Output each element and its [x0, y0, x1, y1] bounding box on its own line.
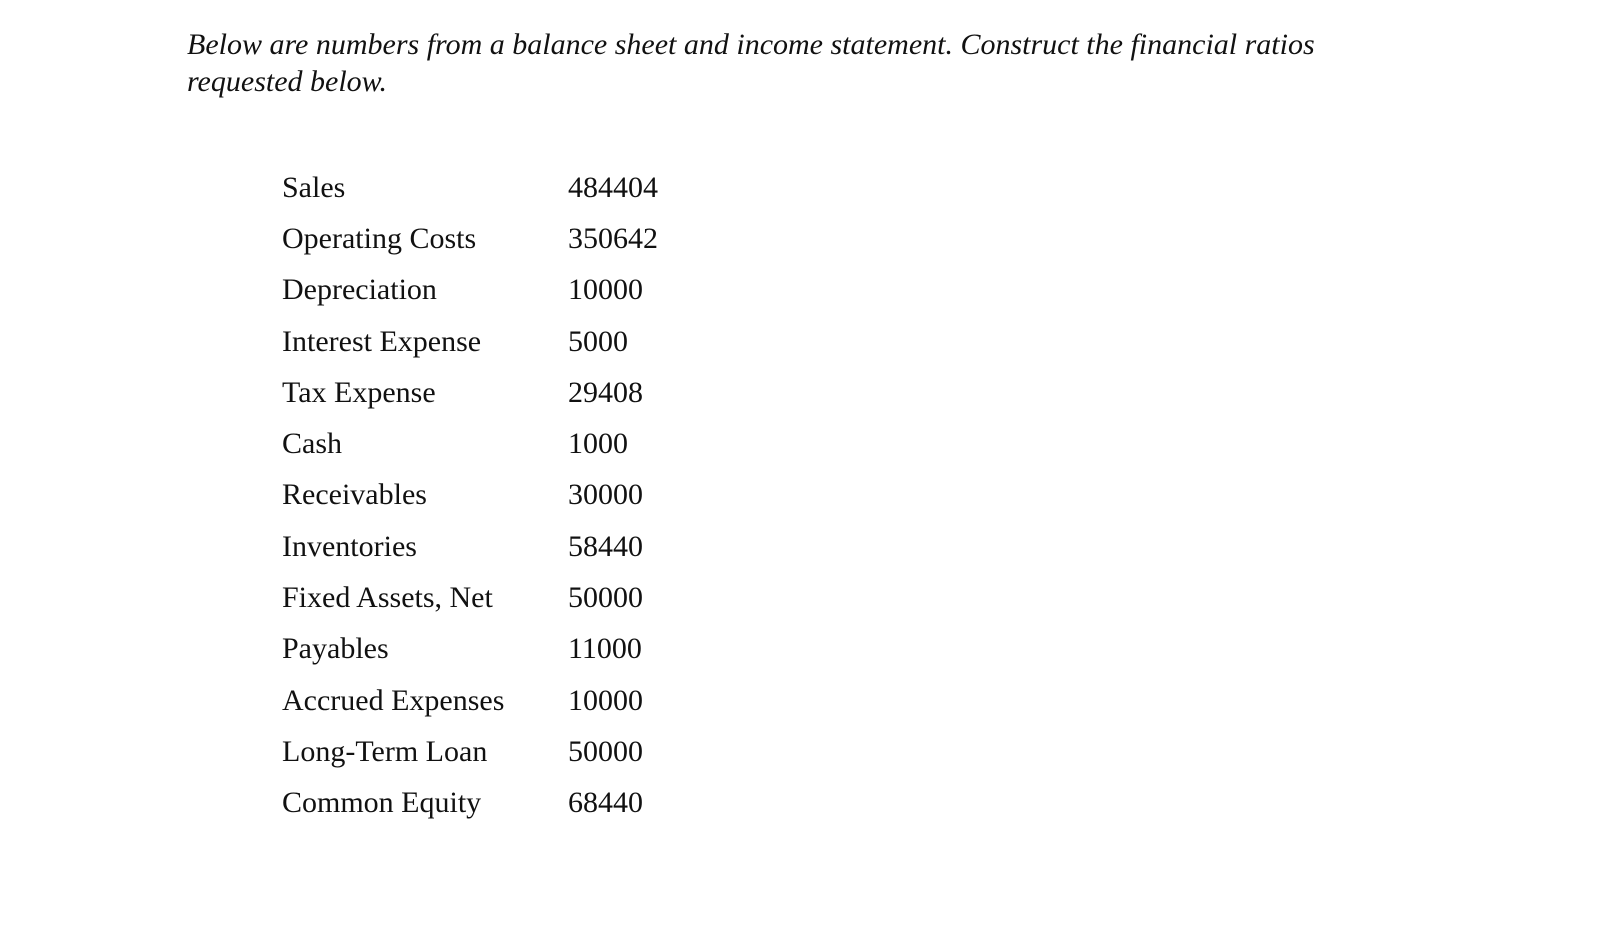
- item-value: 68440: [568, 786, 643, 820]
- item-value: 11000: [568, 632, 642, 666]
- item-value: 58440: [568, 529, 643, 563]
- item-value: 10000: [568, 683, 643, 717]
- item-label: Sales: [282, 170, 346, 204]
- item-label: Tax Expense: [282, 375, 436, 409]
- table-row: [282, 418, 708, 469]
- item-label: Cash: [282, 427, 342, 461]
- item-label: Common Equity: [282, 786, 482, 820]
- table-row: [282, 470, 708, 521]
- instructions-line-2: requested below.: [187, 65, 387, 98]
- table-row: [282, 778, 708, 829]
- table-row: [282, 572, 708, 623]
- financial-data-table: [282, 162, 708, 829]
- item-label: Receivables: [282, 478, 427, 512]
- item-label: Depreciation: [282, 273, 437, 307]
- item-label: Payables: [282, 632, 389, 666]
- table-row: [282, 675, 708, 726]
- instructions-text: [187, 26, 1447, 100]
- table-row: [282, 367, 708, 418]
- item-value: 484404: [568, 170, 658, 204]
- item-value: 50000: [568, 581, 643, 615]
- table-row: [282, 624, 708, 675]
- table-row: [282, 162, 708, 213]
- item-value: 29408: [568, 375, 643, 409]
- item-value: 10000: [568, 273, 643, 307]
- item-value: 350642: [568, 221, 658, 255]
- item-value: 5000: [568, 324, 628, 358]
- item-label: Interest Expense: [282, 324, 482, 358]
- item-value: 50000: [568, 734, 643, 768]
- table-row: [282, 316, 708, 367]
- item-label: Long-Term Loan: [282, 734, 488, 768]
- table-row: [282, 726, 708, 777]
- table-row: [282, 265, 708, 316]
- table-row: [282, 213, 708, 264]
- item-value: 1000: [568, 427, 628, 461]
- item-label: Inventories: [282, 529, 417, 563]
- item-label: Operating Costs: [282, 221, 477, 255]
- table-row: [282, 521, 708, 572]
- instructions-line-1: Below are numbers from a balance sheet and income statement. Construct the financial ratios: [187, 28, 1315, 61]
- item-value: 30000: [568, 478, 643, 512]
- item-label: Fixed Assets, Net: [282, 581, 493, 615]
- item-label: Accrued Expenses: [282, 683, 505, 717]
